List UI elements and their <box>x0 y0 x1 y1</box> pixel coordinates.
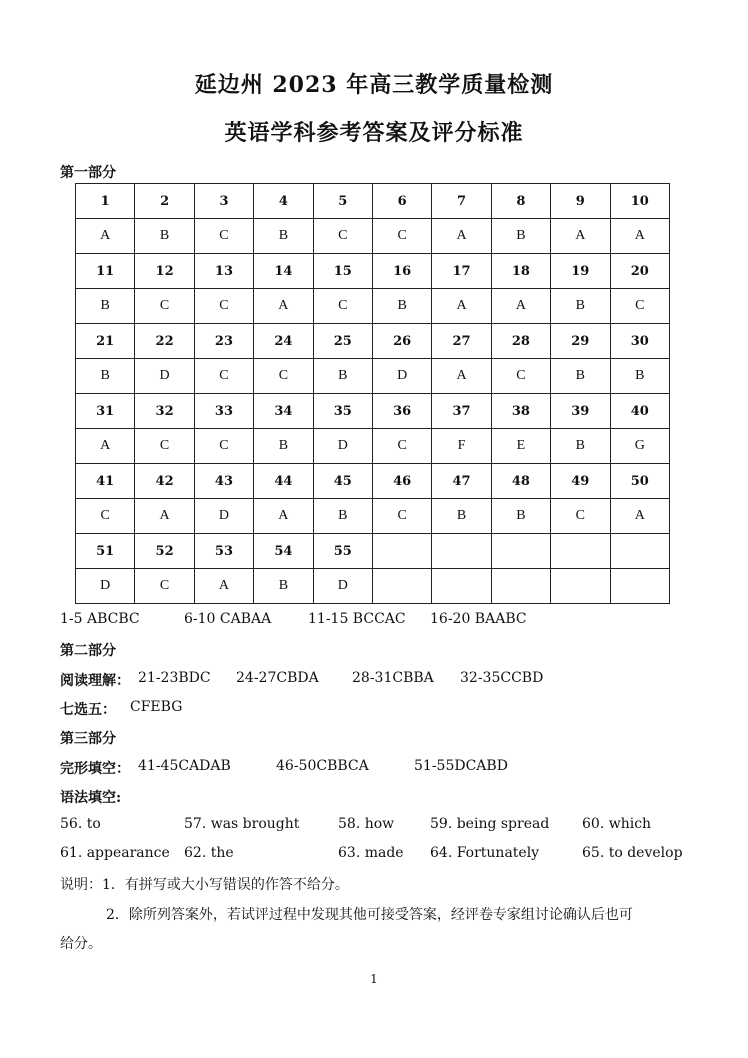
grammar-answer: 56. to <box>60 816 101 832</box>
question-number-cell <box>551 534 610 569</box>
answer-cell <box>491 569 550 604</box>
question-number-cell: 52 <box>135 534 194 569</box>
question-number-cell: 15 <box>313 254 372 289</box>
question-number-cell: 16 <box>372 254 431 289</box>
question-number-cell: 7 <box>432 184 491 219</box>
answer-cell: C <box>372 219 431 254</box>
answer-cell: F <box>432 429 491 464</box>
summary-item: 6-10 CABAA <box>184 611 272 627</box>
answer-row <box>76 219 670 254</box>
grammar-label: 语法填空: <box>60 790 122 806</box>
part3-heading: 第三部分 <box>60 731 116 747</box>
question-number-cell: 12 <box>135 254 194 289</box>
answer-cell: C <box>313 219 372 254</box>
answer-cell: A <box>254 289 313 324</box>
answer-cell: B <box>254 219 313 254</box>
question-number-row <box>76 394 670 429</box>
answer-cell: A <box>254 499 313 534</box>
question-number-cell <box>432 534 491 569</box>
question-number-cell: 42 <box>135 464 194 499</box>
question-number-cell: 24 <box>254 324 313 359</box>
question-number-cell: 47 <box>432 464 491 499</box>
answer-cell: D <box>194 499 253 534</box>
question-number-cell: 36 <box>372 394 431 429</box>
answer-cell: C <box>194 429 253 464</box>
question-number-cell: 19 <box>551 254 610 289</box>
reading-label: 阅读理解： <box>60 673 130 689</box>
answer-cell: B <box>491 219 550 254</box>
question-number-cell: 37 <box>432 394 491 429</box>
answer-row <box>76 429 670 464</box>
question-number-cell: 44 <box>254 464 313 499</box>
answer-cell: B <box>254 429 313 464</box>
question-number-cell: 48 <box>491 464 550 499</box>
answer-cell: A <box>432 219 491 254</box>
answer-cell: E <box>491 429 550 464</box>
cloze-answer: 41-45CADAB <box>138 758 231 774</box>
note-1: 说明：1．有拼写或大小写错误的作答不给分。 <box>60 877 349 893</box>
cloze-label: 完形填空： <box>60 761 130 777</box>
question-number-cell <box>610 534 669 569</box>
answer-cell: C <box>491 359 550 394</box>
question-number-row <box>76 324 670 359</box>
answer-cell: A <box>551 219 610 254</box>
question-number-cell: 51 <box>76 534 135 569</box>
cloze-answer: 51-55DCABD <box>414 758 508 774</box>
question-number-cell: 14 <box>254 254 313 289</box>
question-number-cell: 1 <box>76 184 135 219</box>
question-number-cell <box>372 534 431 569</box>
question-number-row <box>76 464 670 499</box>
answer-cell: C <box>194 289 253 324</box>
question-number-cell: 3 <box>194 184 253 219</box>
question-number-cell: 34 <box>254 394 313 429</box>
answer-cell <box>432 569 491 604</box>
grammar-answer: 61. appearance <box>60 845 170 861</box>
question-number-cell: 5 <box>313 184 372 219</box>
question-number-cell: 31 <box>76 394 135 429</box>
answer-cell: A <box>76 429 135 464</box>
answer-table <box>75 183 670 604</box>
answer-row <box>76 359 670 394</box>
question-number-cell: 29 <box>551 324 610 359</box>
question-number-cell: 30 <box>610 324 669 359</box>
document-title: 延边州 2023 年高三教学质量检测 <box>194 72 554 98</box>
answer-cell: A <box>432 289 491 324</box>
answer-cell: G <box>610 429 669 464</box>
part2-heading: 第二部分 <box>60 643 116 659</box>
answer-cell: A <box>194 569 253 604</box>
question-number-cell: 49 <box>551 464 610 499</box>
answer-cell <box>551 569 610 604</box>
answer-cell: C <box>372 499 431 534</box>
question-number-cell: 22 <box>135 324 194 359</box>
question-number-cell: 8 <box>491 184 550 219</box>
answer-cell: C <box>135 429 194 464</box>
question-number-cell: 45 <box>313 464 372 499</box>
grammar-answer: 57. was brought <box>184 816 300 832</box>
question-number-cell: 35 <box>313 394 372 429</box>
question-number-cell: 32 <box>135 394 194 429</box>
document-subtitle: 英语学科参考答案及评分标准 <box>224 120 524 146</box>
answer-cell: C <box>610 289 669 324</box>
question-number-row <box>76 254 670 289</box>
question-number-cell: 53 <box>194 534 253 569</box>
answer-cell: C <box>194 359 253 394</box>
answer-cell: D <box>135 359 194 394</box>
question-number-cell: 26 <box>372 324 431 359</box>
answer-cell: A <box>432 359 491 394</box>
answer-cell: D <box>76 569 135 604</box>
note-2: 2．除所列答案外，若试评过程中发现其他可接受答案，经评卷专家组讨论确认后也可 <box>106 907 633 923</box>
question-number-cell: 4 <box>254 184 313 219</box>
question-number-cell: 10 <box>610 184 669 219</box>
question-number-cell: 23 <box>194 324 253 359</box>
answer-cell: C <box>551 499 610 534</box>
question-number-cell <box>491 534 550 569</box>
question-number-cell: 17 <box>432 254 491 289</box>
answer-cell: B <box>313 499 372 534</box>
summary-item: 16-20 BAABC <box>430 611 527 627</box>
answer-cell: B <box>491 499 550 534</box>
question-number-cell: 43 <box>194 464 253 499</box>
answer-cell: B <box>76 359 135 394</box>
cloze-answer: 46-50CBBCA <box>276 758 369 774</box>
page-number: 1 <box>370 972 378 986</box>
grammar-answer: 62. the <box>184 845 234 861</box>
summary-item: 11-15 BCCAC <box>308 611 406 627</box>
answer-cell: B <box>135 219 194 254</box>
answer-row <box>76 289 670 324</box>
question-number-cell: 20 <box>610 254 669 289</box>
answer-cell: A <box>76 219 135 254</box>
grammar-answer: 58. how <box>338 816 395 832</box>
answer-cell: C <box>135 569 194 604</box>
summary-item: 1-5 ABCBC <box>60 611 140 627</box>
answer-cell: D <box>313 569 372 604</box>
question-number-cell: 54 <box>254 534 313 569</box>
reading-answer: 32-35CCBD <box>460 670 544 686</box>
question-number-cell: 2 <box>135 184 194 219</box>
note-2-continued: 给分。 <box>60 936 102 952</box>
answer-cell: B <box>432 499 491 534</box>
question-number-cell: 33 <box>194 394 253 429</box>
question-number-cell: 41 <box>76 464 135 499</box>
answer-cell: B <box>254 569 313 604</box>
seven-label: 七选五： <box>60 702 116 718</box>
answer-cell: B <box>372 289 431 324</box>
answer-row <box>76 569 670 604</box>
grammar-answer: 60. which <box>582 816 652 832</box>
answer-cell: B <box>551 289 610 324</box>
answer-cell: D <box>372 359 431 394</box>
question-number-cell: 18 <box>491 254 550 289</box>
answer-cell: C <box>372 429 431 464</box>
question-number-cell: 28 <box>491 324 550 359</box>
question-number-cell: 46 <box>372 464 431 499</box>
question-number-cell: 40 <box>610 394 669 429</box>
answer-cell: C <box>76 499 135 534</box>
answer-cell: A <box>135 499 194 534</box>
question-number-cell: 11 <box>76 254 135 289</box>
answer-cell: C <box>254 359 313 394</box>
grammar-answer: 65. to develop <box>582 845 683 861</box>
question-number-cell: 38 <box>491 394 550 429</box>
answer-cell: C <box>135 289 194 324</box>
answer-cell <box>610 569 669 604</box>
question-number-cell: 25 <box>313 324 372 359</box>
answer-cell: A <box>491 289 550 324</box>
answer-cell: B <box>610 359 669 394</box>
reading-answer: 21-23BDC <box>138 670 211 686</box>
answer-cell: C <box>194 219 253 254</box>
answer-cell <box>372 569 431 604</box>
answer-cell: B <box>551 359 610 394</box>
answer-cell: C <box>313 289 372 324</box>
answer-cell: D <box>313 429 372 464</box>
grammar-answer: 59. being spread <box>430 816 550 832</box>
question-number-cell: 50 <box>610 464 669 499</box>
question-number-cell: 55 <box>313 534 372 569</box>
question-number-cell: 39 <box>551 394 610 429</box>
answer-cell: B <box>551 429 610 464</box>
reading-answer: 24-27CBDA <box>236 670 319 686</box>
question-number-cell: 6 <box>372 184 431 219</box>
answer-row <box>76 499 670 534</box>
grammar-answer: 64. Fortunately <box>430 845 540 861</box>
question-number-cell: 13 <box>194 254 253 289</box>
question-number-row <box>76 184 670 219</box>
answer-cell: B <box>76 289 135 324</box>
question-number-cell: 21 <box>76 324 135 359</box>
grammar-answer: 63. made <box>338 845 404 861</box>
question-number-cell: 27 <box>432 324 491 359</box>
seven-answer: CFEBG <box>130 699 183 715</box>
reading-answer: 28-31CBBA <box>352 670 434 686</box>
answer-cell: A <box>610 219 669 254</box>
question-number-row <box>76 534 670 569</box>
part1-heading: 第一部分 <box>60 165 116 181</box>
question-number-cell: 9 <box>551 184 610 219</box>
answer-cell: A <box>610 499 669 534</box>
answer-cell: B <box>313 359 372 394</box>
